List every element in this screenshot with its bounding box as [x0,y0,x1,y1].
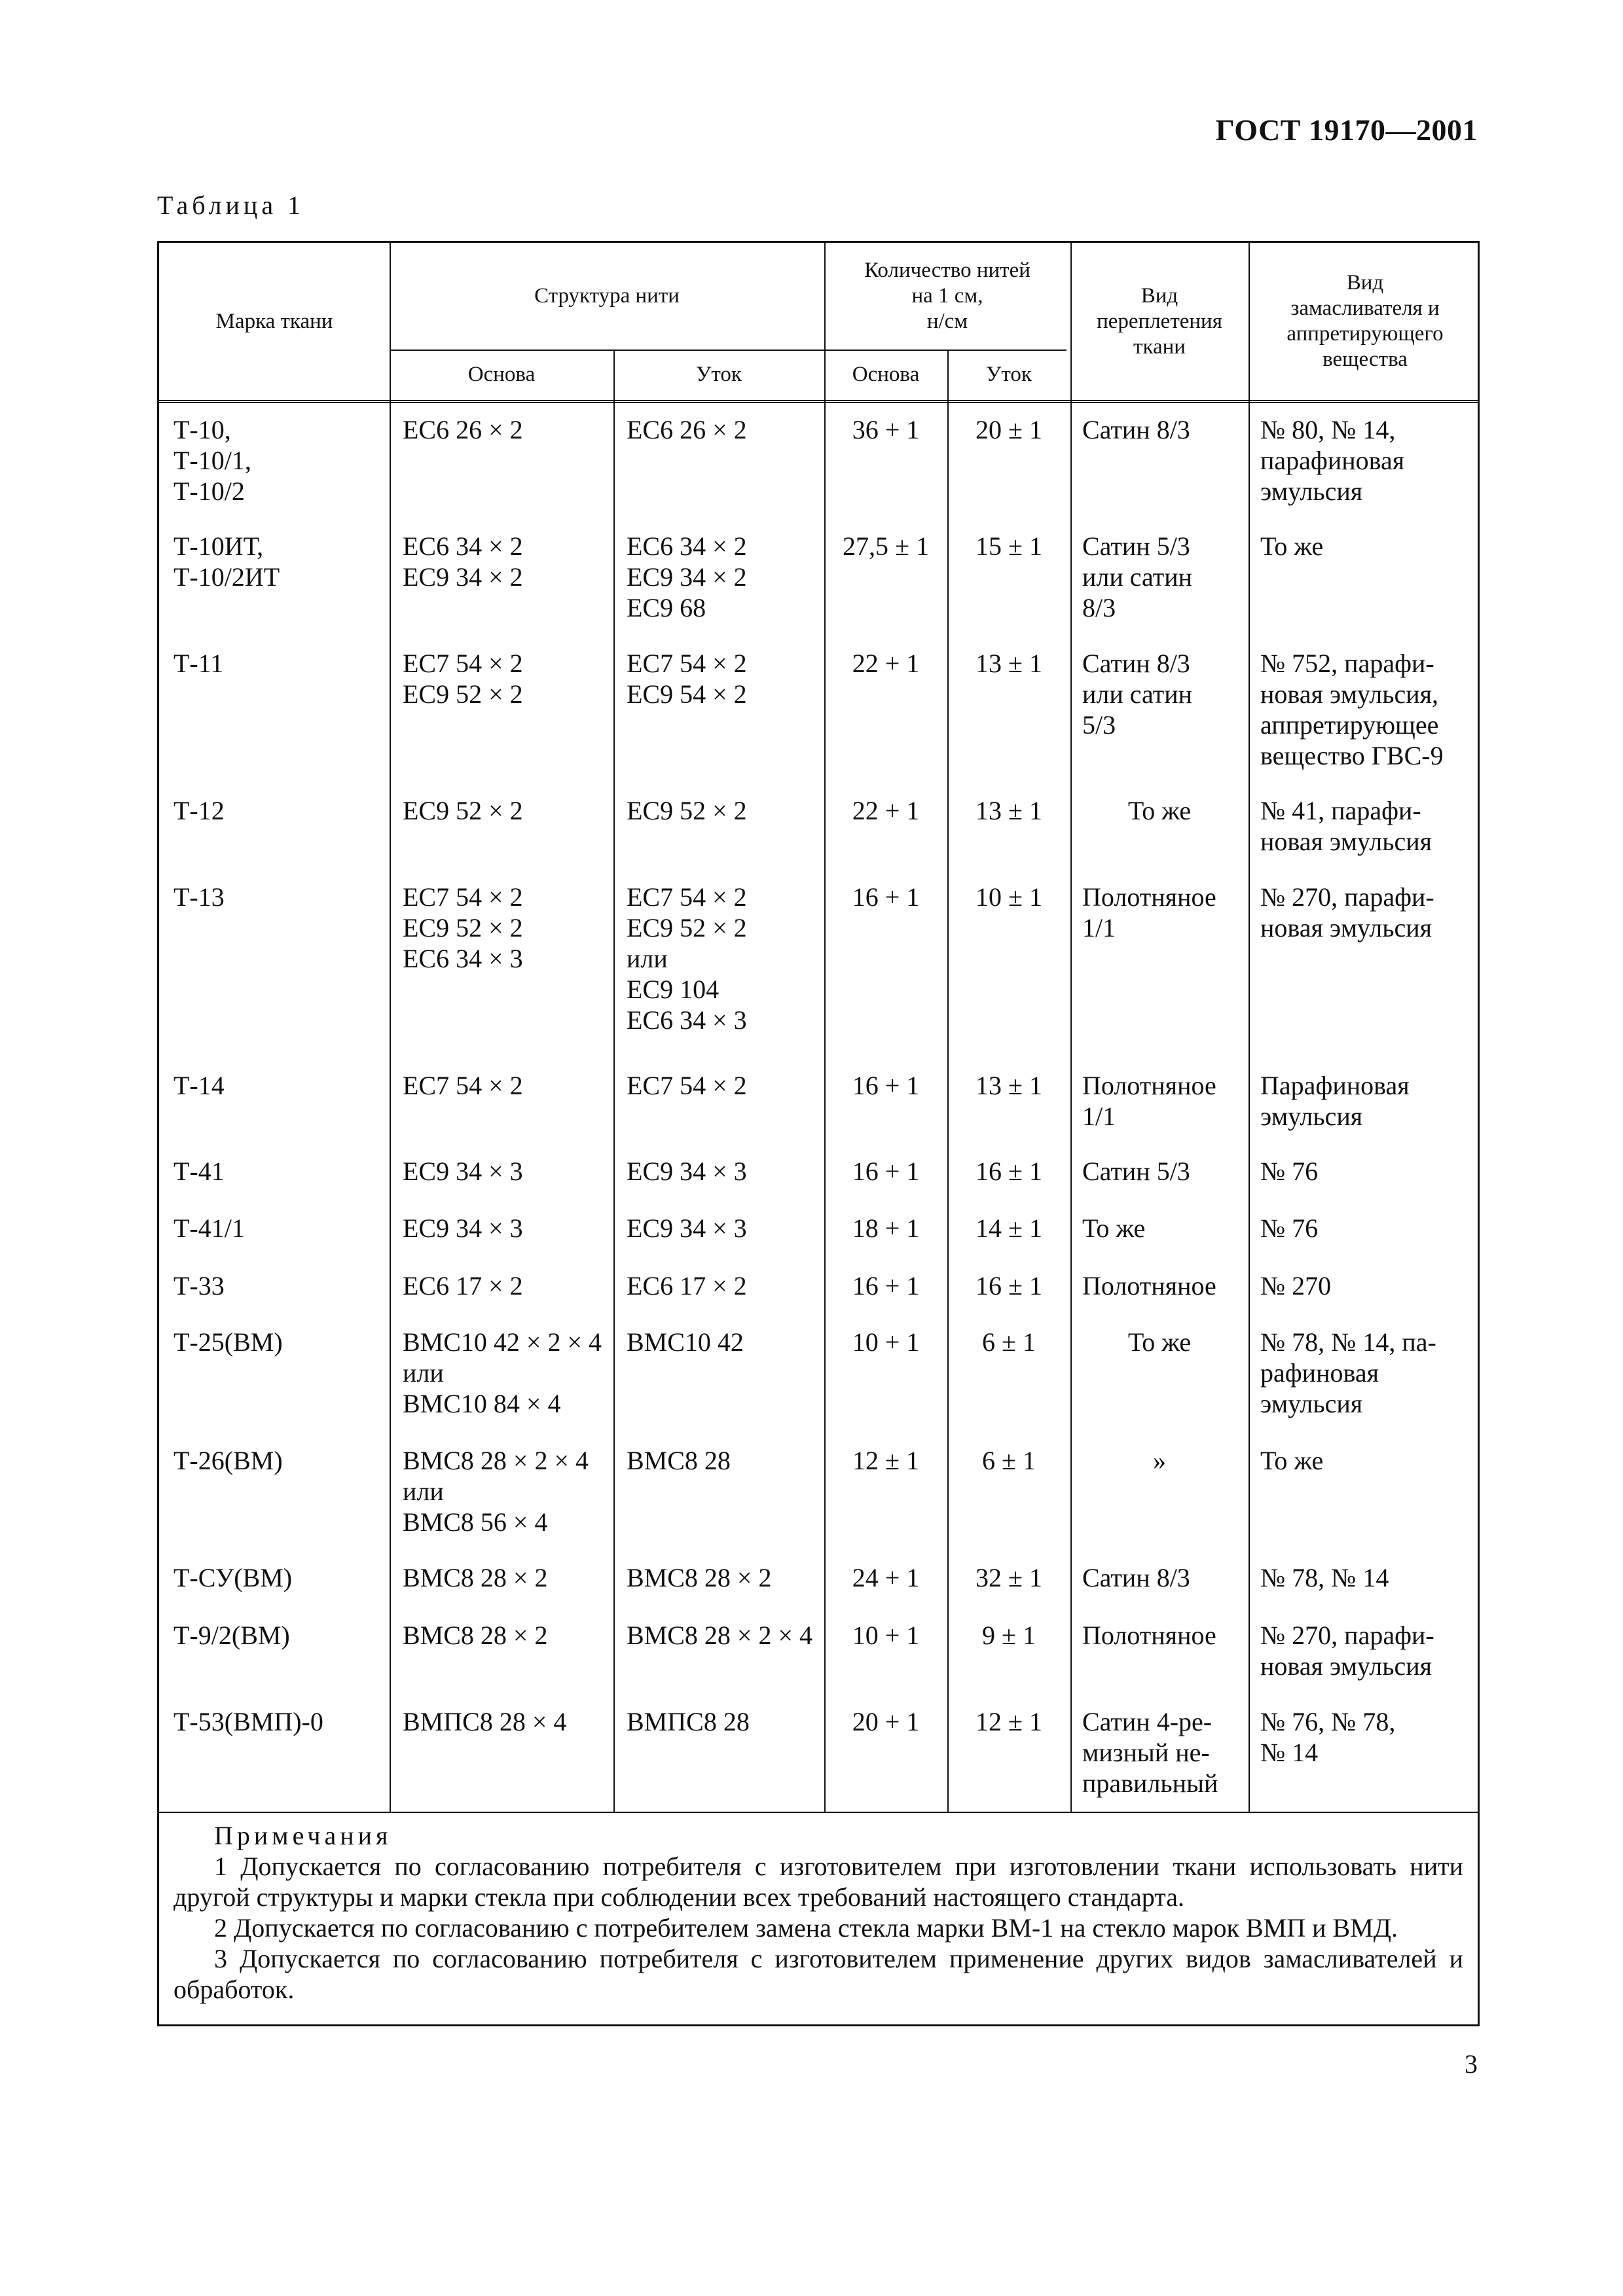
cell-weft: ЕС9 34 × 3 [627,1157,747,1186]
cell-cw: 16 + 1 [852,1071,920,1100]
cell-brand: Т-13 [173,882,225,912]
cell-weft: ВМС10 42 [627,1327,744,1357]
cell-lub: № 752, парафи- новая эмульсия, аппретирующее вещество ГВС-9 [1260,649,1444,770]
cell-brand: Т-33 [173,1271,225,1300]
cell-warp: ЕС9 34 × 3 [403,1157,523,1186]
cell-brand: Т-41/1 [173,1213,245,1243]
cell-weft: ВМС8 28 × 2 [627,1563,772,1592]
cell-weave: Полотняное 1/1 [1082,882,1216,942]
cell-weave: То же [1127,796,1192,825]
cell-cw: 10 + 1 [852,1327,920,1357]
cell-cf: 14 ± 1 [976,1213,1042,1243]
cell-weave: Полотняное [1082,1621,1216,1650]
cell-weft: ВМС8 28 × 2 × 4 [627,1621,813,1650]
cell-lub: То же [1260,1446,1324,1475]
cell-brand: Т-СУ(ВМ) [173,1563,293,1592]
header-lubricant: Вид замасливателя и аппретирующего вещества [1286,271,1444,371]
header-weave: Вид переплетения ткани [1097,283,1222,359]
cell-brand: Т-12 [173,796,225,825]
cell-warp: ЕС6 17 × 2 [403,1271,523,1300]
cell-weave: Полотняное [1082,1271,1216,1300]
cell-cw: 10 + 1 [852,1621,920,1650]
cell-cw: 20 + 1 [852,1707,920,1736]
cell-weave: Сатин 5/3 [1082,1157,1190,1186]
cell-lub: № 78, № 14, па- рафиновая эмульсия [1260,1327,1436,1418]
cell-lub: № 76 [1260,1213,1319,1243]
header-count-weft: Уток [986,363,1032,386]
note-item: 1 Допускается по согласованию потребителя с изготовителем при изготовлении ткани использовать нити другой структуры и марки стекла при соблюдении всех требований настоящего стандарта. [173,1852,1463,1912]
header-count: Количество нитей на 1 см, н/см [864,259,1030,333]
cell-weave: Сатин 8/3 [1082,415,1190,444]
cell-cf: 6 ± 1 [982,1446,1036,1475]
cell-cf: 13 ± 1 [976,796,1042,825]
cell-weft: ЕС6 26 × 2 [627,415,747,444]
cell-weave: Сатин 8/3 или сатин 5/3 [1082,649,1193,740]
cell-warp: ЕС9 52 × 2 [403,796,523,825]
cell-cf: 13 ± 1 [976,1071,1042,1100]
header-weft: Уток [696,363,742,386]
cell-warp: ЕС7 54 × 2 [403,1071,523,1100]
cell-weave: » [1153,1446,1166,1475]
cell-weave: Сатин 5/3 или сатин 8/3 [1082,531,1193,622]
cell-weave: Полотняное 1/1 [1082,1071,1216,1131]
cell-warp: ЕС7 54 × 2 ЕС9 52 × 2 ЕС6 34 × 3 [403,882,523,973]
cell-lub: То же [1260,531,1324,561]
cell-cf: 16 ± 1 [976,1157,1042,1186]
cell-brand: Т-25(ВМ) [173,1327,283,1357]
cell-lub: № 76 [1260,1157,1319,1186]
cell-cw: 16 + 1 [852,1157,920,1186]
cell-lub: № 270, парафи- новая эмульсия [1260,882,1434,942]
cell-weft: ЕС7 54 × 2 ЕС9 54 × 2 [627,649,747,709]
data-table [157,241,1480,2026]
notes [173,1820,1463,2005]
cell-brand: Т-9/2(ВМ) [173,1621,290,1650]
cell-cw: 16 + 1 [852,1271,920,1300]
header-warp: Основа [467,363,536,386]
cell-cw: 36 + 1 [852,415,920,444]
cell-cw: 16 + 1 [852,882,920,912]
col-rule-6 [1249,243,1250,1812]
cell-brand: Т-41 [173,1157,225,1186]
cell-cw: 24 + 1 [852,1563,920,1592]
cell-lub: № 78, № 14 [1260,1563,1389,1592]
cell-cf: 9 ± 1 [982,1621,1036,1650]
cell-brand: Т-14 [173,1071,225,1100]
cell-warp: ВМПС8 28 × 4 [403,1707,567,1736]
cell-weft: ЕС6 34 × 2 ЕС9 34 × 2 ЕС9 68 [627,531,747,622]
cell-cf: 32 ± 1 [976,1563,1042,1592]
cell-weft: ЕС6 17 × 2 [627,1271,747,1300]
cell-weft: ВМС8 28 [627,1446,731,1475]
notes-title: Примечания [214,1821,392,1850]
cell-warp: ЕС9 34 × 3 [403,1213,523,1243]
note-item: 3 Допускается по согласованию потребителя с изготовителем применение других видов замасливателей и обработок. [173,1944,1463,2004]
cell-weave: Сатин 4-ре- мизный не- правильный [1082,1707,1218,1798]
cell-lub: № 76, № 78, № 14 [1260,1707,1396,1767]
col-rule-5 [1070,243,1072,1812]
col-rule-1 [390,243,391,1812]
cell-cw: 22 + 1 [852,649,920,678]
cell-brand: Т-11 [173,649,224,678]
cell-warp: ЕС7 54 × 2 ЕС9 52 × 2 [403,649,523,709]
cell-weft: ВМПС8 28 [627,1707,750,1736]
cell-cf: 10 ± 1 [976,882,1042,912]
cell-warp: ЕС6 34 × 2 ЕС9 34 × 2 [403,531,523,592]
cell-weft: ЕС9 34 × 3 [627,1213,747,1243]
cell-cf: 12 ± 1 [976,1707,1042,1736]
header-brand: Марка ткани [215,309,333,333]
col-rule-2 [613,350,615,1812]
cell-weave: То же [1127,1327,1192,1357]
cell-brand: Т-26(ВМ) [173,1446,283,1475]
cell-cf: 13 ± 1 [976,649,1042,678]
cell-weave: Сатин 8/3 [1082,1563,1190,1592]
cell-weave: То же [1082,1213,1146,1243]
cell-cw: 18 + 1 [852,1213,920,1243]
cell-lub: № 41, парафи- новая эмульсия [1260,796,1432,856]
cell-cw: 12 ± 1 [852,1446,919,1475]
cell-brand: Т-10ИТ, Т-10/2ИТ [173,531,280,592]
cell-brand: Т-53(ВМП)-0 [173,1707,323,1736]
cell-warp: ВМС8 28 × 2 × 4 или ВМС8 56 × 4 [403,1446,589,1537]
cell-warp: ВМС10 42 × 2 × 4 или ВМС10 84 × 4 [403,1327,602,1418]
document-code: ГОСТ 19170—2001 [1215,113,1478,147]
cell-cf: 15 ± 1 [976,531,1042,561]
cell-cw: 22 + 1 [852,796,920,825]
cell-warp: ЕС6 26 × 2 [403,415,523,444]
note-item: 2 Допускается по согласованию с потребителем замена стекла марки ВМ-1 на стекло марок ВМП и ВМД. [214,1913,1398,1943]
cell-warp: ВМС8 28 × 2 [403,1621,548,1650]
cell-weft: ЕС7 54 × 2 [627,1071,747,1100]
cell-warp: ВМС8 28 × 2 [403,1563,548,1592]
cell-weft: ЕС9 52 × 2 [627,796,747,825]
table-caption: Таблица 1 [157,190,305,220]
header-count-warp: Основа [852,363,920,386]
page-number: 3 [1465,2049,1478,2079]
cell-cf: 20 ± 1 [976,415,1042,444]
cell-cw: 27,5 ± 1 [843,531,929,561]
cell-cf: 6 ± 1 [982,1327,1036,1357]
notes-top-rule [159,1812,1478,1813]
cell-cf: 16 ± 1 [976,1271,1042,1300]
cell-weft: ЕС7 54 × 2 ЕС9 52 × 2 или ЕС9 104 ЕС6 34 × 3 [627,882,747,1035]
header-bottom-rule [159,400,1478,403]
cell-brand: Т-10, Т-10/1, Т-10/2 [173,415,251,506]
cell-lub: № 270 [1260,1271,1332,1300]
cell-lub: Парафиновая эмульсия [1260,1071,1410,1131]
cell-lub: № 270, парафи- новая эмульсия [1260,1621,1434,1681]
header-structure: Структура нити [534,284,680,308]
cell-lub: № 80, № 14, парафиновая эмульсия [1260,415,1405,506]
